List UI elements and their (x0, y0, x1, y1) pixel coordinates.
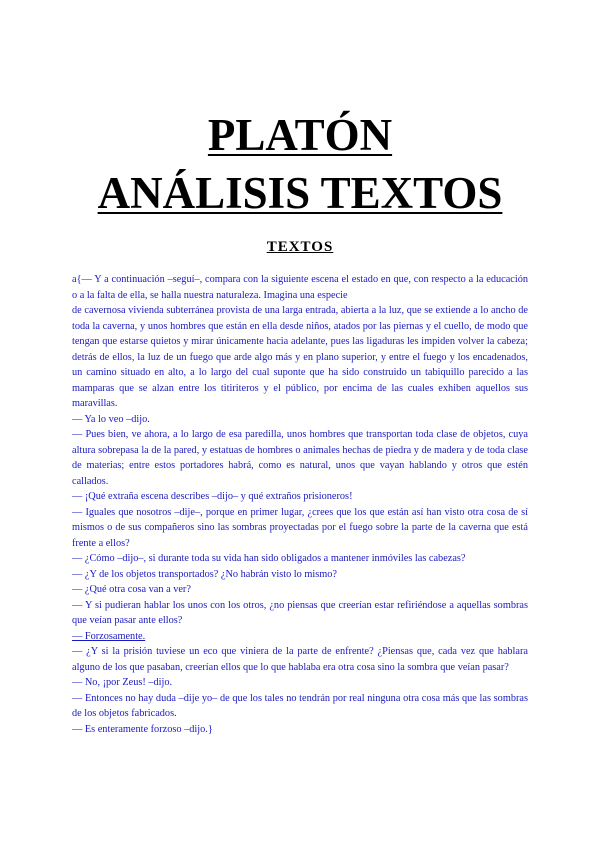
paragraph: — Pues bien, ve ahora, a lo largo de esa paredilla, unos hombres que transportan toda clase de objetos, cuya altura sobrepasa la de la pared, y estatuas de hombres o animales hechas de piedra y de madera y de toda clase de materias; entre estos portadores habrá, como es natural, unos que vayan hablando y otros que estén callados. (72, 429, 528, 487)
dialogue-line: — Es enteramente forzoso –dijo.} (72, 723, 213, 735)
dialogue-line: — No, ¡por Zeus! –dijo. (72, 677, 173, 688)
dialogue-line: — ¿Qué otra cosa van a ver? (72, 584, 191, 595)
paragraph: — Y si pudieran hablar los unos con los otros, ¿no piensas que creerían estar refiriéndose a aquellas sombras que veían pasar ante ellos? (72, 599, 528, 626)
section-heading: TEXTOS (266, 239, 334, 255)
document-title-line-1: PLATÓN (207, 110, 393, 160)
paragraph: — ¿Y si la prisión tuviese un eco que viniera de la parte de enfrente? ¿Piensas que, cada vez que hablara alguno de los que pasaban, creerían ellos que lo que hablaba era otra cosa sino la sombra que veían pasar? (72, 646, 528, 673)
text-body (72, 272, 528, 737)
document-title-line-2: ANÁLISIS TEXTOS (97, 168, 503, 218)
paragraph: de cavernosa vivienda subterránea provista de una larga entrada, abierta a la luz, que se extiende a lo ancho de toda la caverna, y unos hombres que están en ella desde niños, atados por las piernas y el cuello, de modo que tengan que estarse quietos y mirar únicamente hacia adelante, pues las ligaduras les impiden volver la cabeza; detrás de ellos, la luz de un fuego que arde algo más y en plano superior, y entre el fuego y los encadenados, un camino situado en alto, a lo largo del cual suponte que ha sido construido un tabiquillo parecido a las mamparas que se alzan entre los titiriteros y el público, por encima de las cuales exhiben aquellos sus maravillas. (72, 305, 528, 409)
dialogue-line: — Ya lo veo –dijo. (72, 413, 150, 425)
dialogue-line: — ¿Cómo –dijo–, si durante toda su vida han sido obligados a mantener inmóviles las cabezas? (72, 553, 466, 564)
paragraph: — Entonces no hay duda –dije yo– de que los tales no tendrán por real ninguna otra cosa más que las sombras de los objetos fabricados. (72, 692, 528, 719)
dialogue-line: — ¿Y de los objetos transportados? ¿No habrán visto lo mismo? (72, 568, 337, 580)
dialogue-line-underlined: — Forzosamente. (72, 630, 146, 642)
dialogue-line: — ¡Qué extraña escena describes –dijo– y qué extraños prisioneros! (72, 491, 353, 502)
paragraph: — Iguales que nosotros –dije–, porque en primer lugar, ¿crees que los que están así han visto otra cosa de sí mismos o de sus compañeros sino las sombras proyectadas por el fuego sobre la parte de la caverna que está frente a ellos? (72, 506, 528, 549)
paragraph: a{— Y a continuación –seguí–, compara con la siguiente escena el estado en que, con respecto a la educación o a la falta de ella, se halla nuestra naturaleza. Imagina una especie (72, 274, 528, 301)
